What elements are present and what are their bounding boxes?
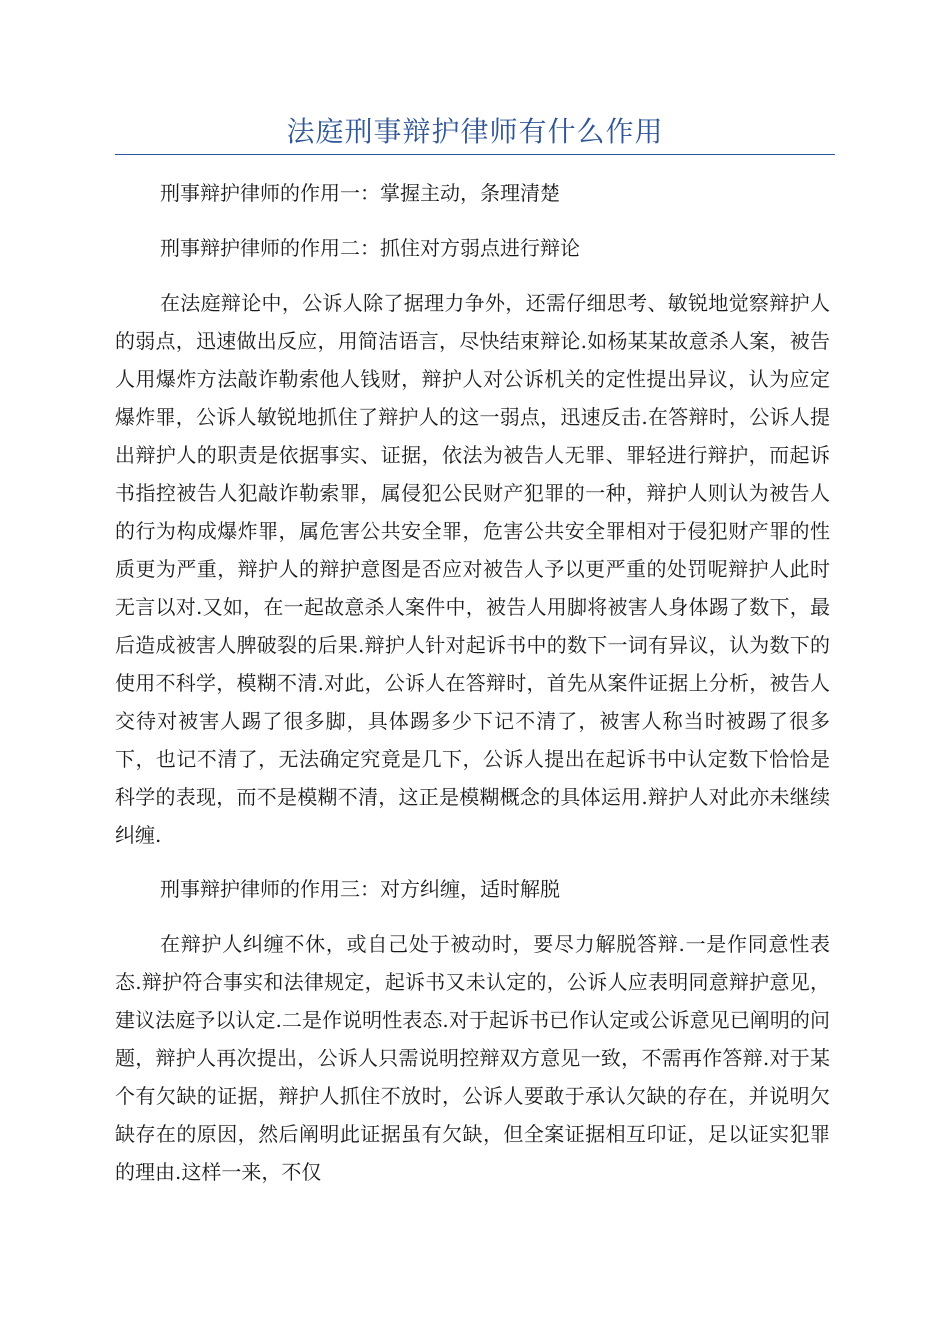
section-heading-3: 刑事辩护律师的作用三：对方纠缠，适时解脱: [160, 877, 560, 901]
body-paragraph-1: 在法庭辩论中，公诉人除了据理力争外，还需仔细思考、敏锐地觉察辩护人的弱点，迅速做出反应，用简洁语言，尽快结束辩论.如杨某某故意杀人案，被告人用爆炸方法敲诈勒索他人钱财，辩护人对公诉机关的定性提出异议，认为应定爆炸罪，公诉人敏锐地抓住了辩护人的这一弱点，迅速反击.在答辩时，公诉人提出辩护人的职责是依据事实、证据，依法为被告人无罪、罪轻进行辩护，而起诉书指控被告人犯敲诈勒索罪，属侵犯公民财产犯罪的一种，辩护人则认为被告人的行为构成爆炸罪，属危害公共安全罪，危害公共安全罪相对于侵犯财产罪的性质更为严重，辩护人的辩护意图是否应对被告人予以更严重的处罚呢辩护人此时无言以对.又如，在一起故意杀人案件中，被告人用脚将被害人身体踢了数下，最后造成被害人脾破裂的后果.辩护人针对起诉书中的数下一词有异议，认为数下的使用不科学，模糊不清.对此，公诉人在答辩时，首先从案件证据上分析，被告人交待对被害人踢了很多脚，具体踢多少下记不清了，被害人称当时被踢了很多下，也记不清了，无法确定究竟是几下，公诉人提出在起诉书中认定数下恰恰是科学的表现，而不是模糊不清，这正是模糊概念的具体运用.辩护人对此亦未继续纠缠.: [115, 291, 830, 847]
body-paragraph-2: 在辩护人纠缠不休，或自己处于被动时，要尽力解脱答辩.一是作同意性表态.辩护符合事实和法律规定，起诉书又未认定的，公诉人应表明同意辩护意见，建议法庭予以认定.二是作说明性表态.对于起诉书已作认定或公诉意见已阐明的问题，辩护人再次提出，公诉人只需说明控辩双方意见一致，不需再作答辩.对于某个有欠缺的证据，辩护人抓住不放时，公诉人要敢于承认欠缺的存在，并说明欠缺存在的原因，然后阐明此证据虽有欠缺，但全案证据相互印证，足以证实犯罪的理由.这样一来，不仅: [115, 932, 830, 1184]
section-heading-1: 刑事辩护律师的作用一：掌握主动，条理清楚: [160, 181, 560, 205]
title-underline: [115, 154, 835, 155]
document-title: 法庭刑事辩护律师有什么作用: [286, 115, 664, 148]
document-body: [115, 174, 830, 1207]
section-heading-2: 刑事辩护律师的作用二：抓住对方弱点进行辩论: [160, 236, 580, 260]
